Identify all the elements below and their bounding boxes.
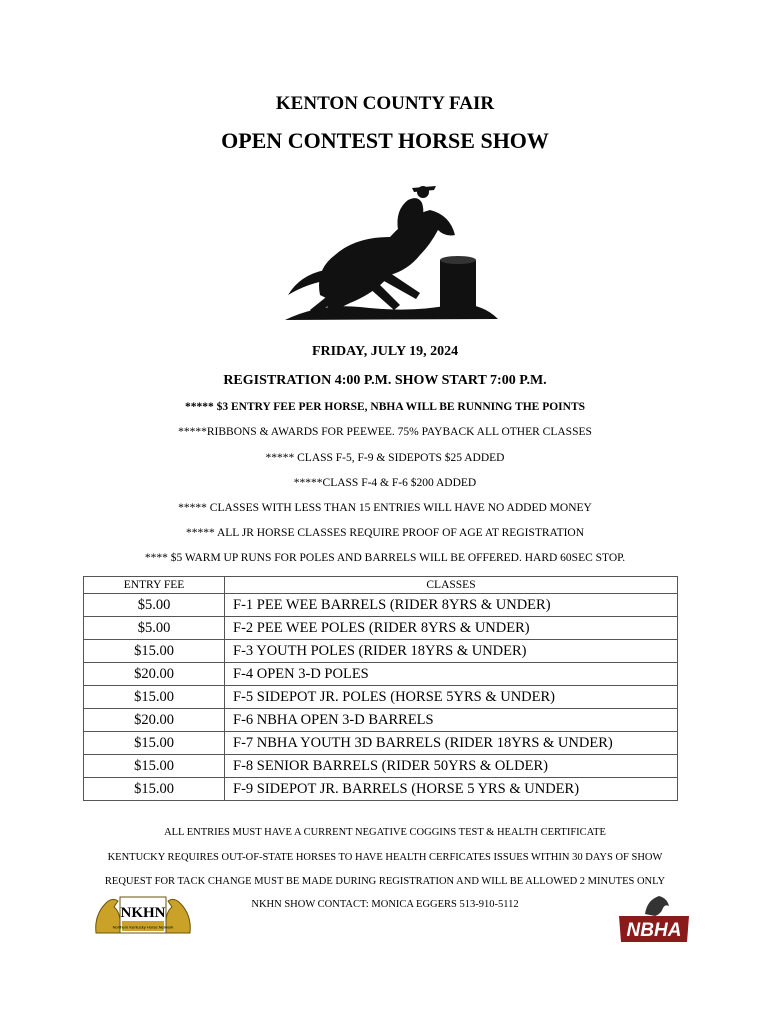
event-times: REGISTRATION 4:00 P.M. SHOW START 7:00 P.M. (223, 373, 547, 388)
class-name: F-4 OPEN 3-D POLES (225, 663, 678, 686)
table-row (84, 686, 678, 709)
entry-fee: $5.00 (84, 617, 225, 640)
note-7: **** $5 WARM UP RUNS FOR POLES AND BARRELS WILL BE OFFERED. HARD 60SEC STOP. (144, 552, 626, 564)
entry-fee: $15.00 (84, 640, 225, 663)
page-subtitle: OPEN CONTEST HORSE SHOW (221, 128, 549, 153)
table-row (84, 778, 678, 801)
table-row (84, 709, 678, 732)
entry-fee: $5.00 (84, 594, 225, 617)
entry-fee: $15.00 (84, 732, 225, 755)
table-row (84, 594, 678, 617)
entry-fee: $20.00 (84, 663, 225, 686)
event-date: FRIDAY, JULY 19, 2024 (311, 344, 459, 359)
table-row (84, 640, 678, 663)
entry-fee: $20.00 (84, 709, 225, 732)
table-row (84, 663, 678, 686)
footer-health-cert: KENTUCKY REQUIRES OUT-OF-STATE HORSES TO HAVE HEALTH CERFICATES ISSUES WITHIN 30 DAYS OF SHOW (107, 852, 663, 863)
table-row (84, 732, 678, 755)
class-name: F-9 SIDEPOT JR. BARRELS (HORSE 5 YRS & UNDER) (225, 778, 678, 801)
entry-fee: $15.00 (84, 755, 225, 778)
nkhn-logo-text: NKHN (120, 905, 166, 921)
header-entry-fee: ENTRY FEE (84, 577, 225, 594)
footer-contact: NKHN SHOW CONTACT: MONICA EGGERS 513-910-5112 (251, 899, 519, 910)
note-6: ***** ALL JR HORSE CLASSES REQUIRE PROOF OF AGE AT REGISTRATION (185, 527, 585, 539)
class-name: F-2 PEE WEE POLES (RIDER 8YRS & UNDER) (225, 617, 678, 640)
note-2: *****RIBBONS & AWARDS FOR PEEWEE. 75% PAYBACK ALL OTHER CLASSES (178, 426, 592, 438)
table-row (84, 755, 678, 778)
header-classes: CLASSES (225, 577, 678, 594)
note-3: ***** CLASS F-5, F-9 & SIDEPOTS $25 ADDED (265, 452, 505, 464)
footer-coggins: ALL ENTRIES MUST HAVE A CURRENT NEGATIVE COGGINS TEST & HEALTH CERTIFICATE (164, 827, 606, 838)
note-5: ***** CLASSES WITH LESS THAN 15 ENTRIES WILL HAVE NO ADDED MONEY (178, 502, 592, 514)
class-name: F-7 NBHA YOUTH 3D BARRELS (RIDER 18YRS & UNDER) (225, 732, 678, 755)
note-4: *****CLASS F-4 & F-6 $200 ADDED (293, 477, 477, 489)
footer-tack-change: REQUEST FOR TACK CHANGE MUST BE MADE DURING REGISTRATION AND WILL BE ALLOWED 2 MINUTES ONLY (104, 876, 666, 887)
nkhn-logo-subtext: Northern Kentucky Horse Network (112, 924, 174, 930)
nbha-logo-text: NBHA (626, 920, 682, 941)
nkhn-logo (92, 893, 194, 937)
table-row (84, 617, 678, 640)
entry-fee: $15.00 (84, 778, 225, 801)
classes-table (83, 576, 678, 801)
class-name: F-6 NBHA OPEN 3-D BARRELS (225, 709, 678, 732)
page-title: KENTON COUNTY FAIR (275, 93, 495, 114)
class-name: F-5 SIDEPOT JR. POLES (HORSE 5YRS & UNDER) (225, 686, 678, 709)
barrel-racer-illustration (280, 175, 500, 325)
class-name: F-1 PEE WEE BARRELS (RIDER 8YRS & UNDER) (225, 594, 678, 617)
nbha-logo (615, 892, 693, 946)
class-name: F-8 SENIOR BARRELS (RIDER 50YRS & OLDER) (225, 755, 678, 778)
table-header-row (84, 577, 678, 594)
class-name: F-3 YOUTH POLES (RIDER 18YRS & UNDER) (225, 640, 678, 663)
note-1: ***** $3 ENTRY FEE PER HORSE, NBHA WILL BE RUNNING THE POINTS (184, 401, 586, 413)
entry-fee: $15.00 (84, 686, 225, 709)
